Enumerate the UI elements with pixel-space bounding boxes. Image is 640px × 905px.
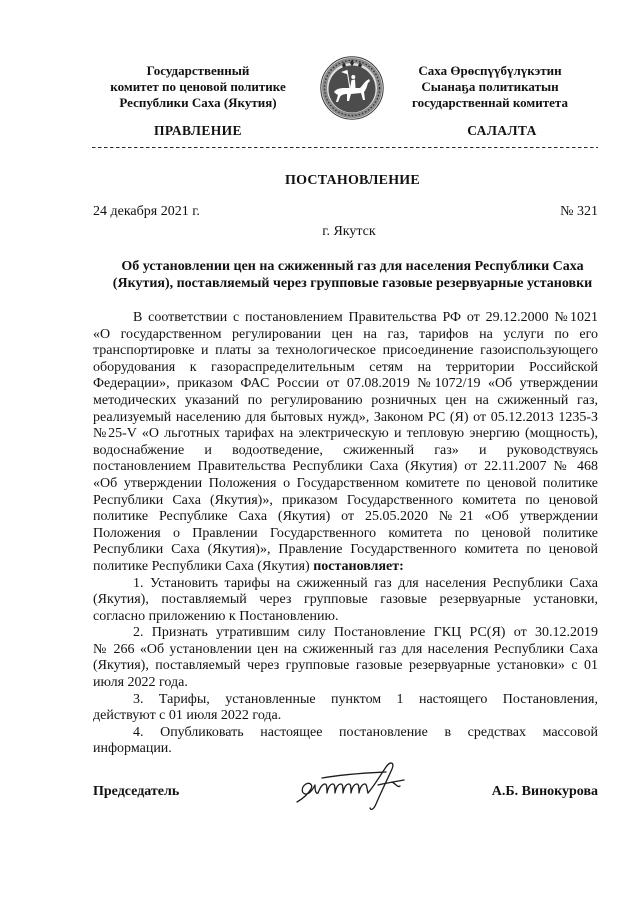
agency-name-line: комитет по ценовой политике [110, 79, 286, 94]
document-date: 24 декабря 2021 г. [93, 204, 200, 219]
preamble-line: транспортировке и платы за технологическое присоединение газоиспользующего [93, 343, 598, 359]
coat-of-arms-icon [320, 56, 384, 120]
preamble-line: Федерации», приказом ФАС России от 07.08.2019 №1072/19 «Об утверждении [93, 376, 598, 392]
agency-name-line: Саха Өрөспүүбүлүкэтин [418, 63, 562, 78]
document-title [100, 258, 605, 292]
preamble-line: водоснабжение и водоотведение, сжиженный газ» и руководствуясь [93, 442, 598, 458]
agency-name-yakut [380, 63, 600, 111]
board-label-yakut: САЛАЛТА [467, 123, 537, 138]
agency-name-line: государственнай комитета [412, 95, 568, 110]
agency-name-line: Республики Саха (Якутия) [119, 95, 277, 110]
preamble-line: «О государственном регулировании цен на газ, тарифов на услуги по его [93, 326, 598, 342]
preamble-line: Республики Саха (Якутия)», приказом Государственного комитета по ценовой [93, 492, 598, 508]
preamble-last-line [93, 559, 598, 576]
agency-name-russian [88, 63, 308, 111]
resolution-item-1 [93, 576, 598, 626]
item-line: (Якутия), поставляемый через групповые газовые резервуарные установки, [93, 592, 598, 608]
item-line: июля 2022 года. [93, 675, 188, 691]
preamble-line: В соответствии с постановлением Правительства РФ от 29.12.2000 №1021 [133, 310, 598, 325]
title-line: (Якутия), поставляемый через групповые газовые резервуарные установки [112, 276, 593, 291]
document-place: г. Якутск [322, 224, 376, 239]
preamble-line: реализуемый населению для бытовых нужд», Законом РС (Я) от 05.12.2013 1235-З [93, 409, 598, 425]
preamble-line: постановлением Правительства Республики Саха (Якутия) от 22.11.2007 № 468 [93, 459, 598, 475]
agency-name-line: Государственный [146, 63, 250, 78]
item-line: 4. Опубликовать настоящее постановление в средствах массовой [133, 724, 598, 740]
item-line: действуют с 01 июля 2022 года. [93, 708, 282, 724]
item-line: № 266 «Об установлении цен на сжиженный газ для населения Республики Саха [93, 641, 598, 657]
signature-block [93, 784, 598, 800]
board-label-russian: ПРАВЛЕНИЕ [154, 123, 242, 138]
preamble-line: оборудования к газораспределительным сетям на территории Российской [93, 359, 598, 375]
item-line: информации. [93, 741, 172, 757]
signatory-name: А.Б. Винокурова [491, 784, 598, 799]
decision-verb: постановляет: [313, 558, 404, 574]
item-line: 2. Признать утратившим силу Постановление ГКЦ РС(Я) от 30.12.2019 [133, 625, 598, 641]
preamble-line: «Об утверждении Положения о Государственном комитете по ценовой политике [93, 475, 598, 491]
item-line: 1. Установить тарифы на сжиженный газ для населения Республики Саха [133, 575, 598, 591]
dashed-divider [92, 147, 598, 148]
document-type-heading: ПОСТАНОВЛЕНИЕ [285, 173, 420, 188]
agency-name-line: Сыанаҕа политикатын [421, 79, 559, 94]
resolution-item-2 [93, 625, 598, 691]
preamble-line: №25-V «О льготных тарифах на электрическую и тепловую энергию (мощность), [93, 426, 598, 442]
document-body [93, 310, 598, 758]
signatory-position: Председатель [93, 784, 180, 799]
item-line: (Якутия), поставляемый через групповые газовые резервуарные установки» с 01 [93, 658, 598, 674]
preamble-line: методических указаний по регулированию розничных цен на сжиженный газ, [93, 392, 598, 408]
document-number: № 321 [560, 204, 598, 219]
title-line: Об установлении цен на сжиженный газ для населения Республики Саха [121, 259, 584, 274]
preamble-paragraph [93, 310, 598, 576]
preamble-line: Республики Саха (Якутия)», Правление Государственного комитета по ценовой [93, 542, 598, 558]
preamble-closing-text: политике Республики Саха (Якутия) [93, 558, 310, 574]
preamble-line: Положения о Правлении Государственного комитета по ценовой политике [93, 525, 598, 541]
item-line: согласно приложению к Постановлению. [93, 608, 339, 624]
item-line: 3. Тарифы, установленные пунктом 1 настоящего Постановления, [133, 691, 598, 707]
resolution-item-3 [93, 692, 598, 725]
date-number-row [93, 204, 598, 220]
preamble-line: политике Республике Саха (Якутия) от 25.05.2020 №21 «Об утверждении [93, 509, 598, 525]
resolution-item-4 [93, 725, 598, 758]
